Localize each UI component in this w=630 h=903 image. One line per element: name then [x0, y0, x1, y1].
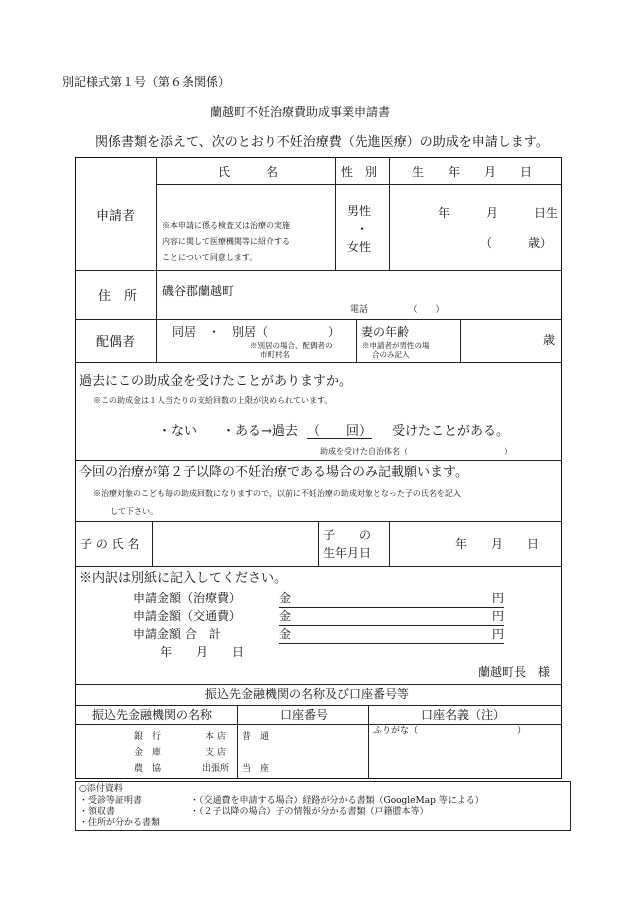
addressee: 蘭越町長 様: [478, 665, 551, 679]
consent-note-line3: ことについて同意します。: [162, 253, 258, 262]
branch-type-office[interactable]: 出張所: [202, 764, 230, 774]
past-grant-note: ※この助成金は１人当たりの支給回数の上限が決められています。: [93, 396, 333, 405]
attachment-item-certificate: ・受診等証明書: [79, 796, 143, 806]
amount-unit-transport: 円: [491, 609, 504, 623]
cohabit-field[interactable]: 同居 ・ 別居（ ）: [172, 325, 341, 339]
child-birth-date-field[interactable]: 年 月 日: [455, 537, 540, 551]
name-header: 氏 名: [218, 165, 279, 179]
amount-field-transport[interactable]: [279, 610, 504, 626]
second-child-heading: 今回の治療が第２子以降の不妊治療である場合のみ記載願います。: [79, 465, 468, 480]
past-yes-suffix: 受けたことがある。: [392, 424, 510, 439]
consent-note-line2: 内容に関して医療機関等に紹介する: [162, 237, 290, 246]
intro-text: 関係書類を添えて、次のとおり不妊治療費（先進医療）の助成を申請します。: [95, 135, 549, 150]
account-type-ordinary[interactable]: 普 通: [242, 732, 270, 742]
applicant-label: 申請者: [96, 209, 136, 224]
amount-unit-treatment: 円: [491, 591, 504, 605]
amounts-note: ※内訳は別紙に記入してください。: [79, 571, 288, 586]
sex-option-female[interactable]: 女性: [347, 240, 372, 254]
second-child-note-line1: ※治療対象のこども毎の助成回数になりますので、以前に不妊治療の助成対象となった子の氏名を記入: [93, 489, 461, 498]
municipality-field[interactable]: 助成を受けた自治体名（ ）: [320, 447, 512, 456]
bank-col-holder: 口座名義（注）: [421, 708, 506, 722]
amount-label-treatment: 申請金額（治療費）: [133, 591, 242, 605]
branch-type-branch[interactable]: 支 店: [205, 748, 226, 758]
holder-furigana-field[interactable]: ふりがな（ ）: [373, 726, 527, 736]
phone-field[interactable]: 電話 （ ）: [350, 305, 445, 315]
age-field[interactable]: （ 歳）: [480, 236, 553, 250]
attachment-item-route: ・（交通費を申請する場合）経路が分かる書類（GoogleMap 等による）: [190, 796, 484, 806]
form-number: 別記様式第１号（第６条関係）: [62, 75, 231, 89]
second-child-note-line2: して下さい。: [110, 507, 158, 516]
amount-label-total: 申請金額 合 計: [133, 627, 221, 641]
wife-age-label: 妻の年齢: [361, 325, 410, 339]
child-name-label: 子 の 氏 名: [80, 537, 140, 551]
past-option-none[interactable]: ・ない: [158, 424, 198, 439]
amount-prefix-transport: 金: [279, 609, 292, 623]
child-birth-label-line1: 子 の: [323, 528, 372, 542]
past-grant-question: 過去にこの助成金を受けたことがありますか。: [79, 374, 353, 389]
amount-unit-total: 円: [491, 627, 504, 641]
consent-note-line1: ※本申請に係る検査又は治療の実施: [162, 221, 290, 230]
wife-age-note-line2: 合のみ記入: [372, 350, 410, 359]
amount-field-total[interactable]: [279, 628, 504, 644]
sex-separator: ・: [356, 222, 369, 236]
child-name-field[interactable]: [153, 522, 317, 565]
wife-age-unit: 歳: [543, 333, 556, 347]
birth-header: 生 年 月 日: [412, 165, 533, 179]
child-birth-label-line2: 生年月日: [323, 546, 372, 560]
sex-option-male[interactable]: 男性: [347, 204, 372, 218]
address-label: 住 所: [98, 289, 138, 304]
form-title: 蘭越町不妊治療費助成事業申請書: [210, 105, 391, 119]
bank-type-bank[interactable]: 銀 行: [134, 732, 162, 742]
bank-type-nokyo[interactable]: 農 協: [134, 764, 162, 774]
birth-date-field[interactable]: 年 月 日生: [438, 206, 559, 220]
attachment-item-child-info: ・（２子以降の場合）子の情報が分かる書類（戸籍謄本等）: [190, 807, 429, 817]
branch-type-main[interactable]: 本 店: [205, 732, 226, 742]
amount-field-treatment[interactable]: [279, 592, 504, 608]
attachment-item-address: ・住所が分かる書類: [79, 818, 161, 828]
amount-prefix-treatment: 金: [279, 591, 292, 605]
amount-prefix-total: 金: [279, 627, 292, 641]
past-count-field[interactable]: （ 回）: [307, 424, 373, 439]
separate-note-line2: 市町村名: [260, 350, 290, 359]
account-type-current[interactable]: 当 座: [242, 764, 270, 774]
bank-section-title: 振込先金融機関の名称及び口座番号等: [205, 687, 410, 701]
address-value[interactable]: 磯谷郡蘭越町: [162, 284, 235, 298]
bank-col-name: 振込先金融機関の名称: [92, 708, 213, 722]
attachments-heading: ○添付資料: [79, 784, 123, 794]
amount-label-transport: 申請金額（交通費）: [133, 609, 242, 623]
past-option-yes[interactable]: ・ある→過去: [222, 424, 298, 439]
attachment-item-receipt: ・領収書: [79, 807, 116, 817]
sex-header: 性 別: [341, 165, 378, 179]
bank-col-account: 口座番号: [280, 708, 329, 722]
spouse-label: 配偶者: [96, 335, 136, 350]
application-date-field[interactable]: 年 月 日: [160, 645, 245, 659]
separate-note-line1: ※別居の場合、配偶者の: [250, 341, 333, 350]
bank-type-shinkin[interactable]: 金 庫: [134, 748, 162, 758]
wife-age-note-line1: ※申請者が男性の場: [362, 341, 430, 350]
